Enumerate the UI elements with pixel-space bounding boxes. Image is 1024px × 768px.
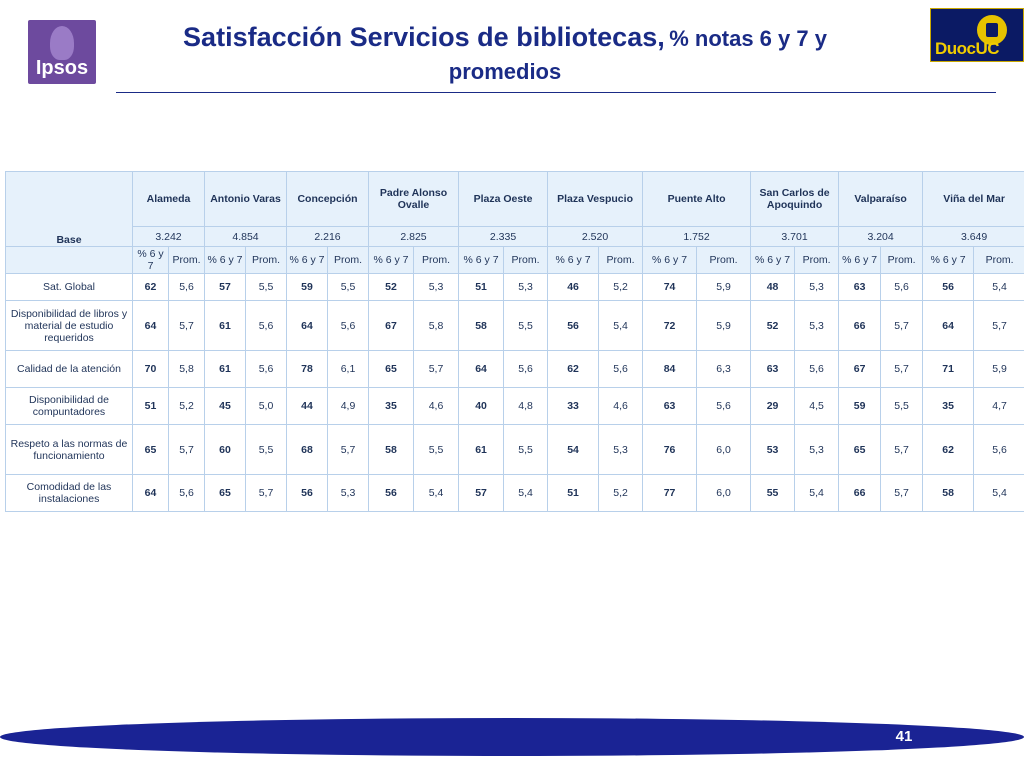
pct-cell: 51 xyxy=(548,475,599,512)
pct-cell: 64 xyxy=(133,301,169,351)
row-label: Disponibilidad de compuntadores xyxy=(6,388,133,425)
prom-cell: 5,2 xyxy=(599,475,643,512)
pct-cell: 64 xyxy=(287,301,328,351)
prom-subheader: Prom. xyxy=(169,247,205,274)
pct-cell: 71 xyxy=(923,351,974,388)
base-value: 3.204 xyxy=(839,227,923,247)
base-value: 1.752 xyxy=(643,227,751,247)
ipsos-logo xyxy=(28,20,96,84)
prom-cell: 5,4 xyxy=(414,475,459,512)
base-value: 3.701 xyxy=(751,227,839,247)
pct-cell: 48 xyxy=(751,274,795,301)
pct-subheader: % 6 y 7 xyxy=(133,247,169,274)
prom-cell: 5,7 xyxy=(974,301,1024,351)
campus-header: Viña del Mar xyxy=(923,172,1024,227)
pct-cell: 61 xyxy=(205,301,246,351)
prom-cell: 5,9 xyxy=(697,301,751,351)
prom-cell: 4,9 xyxy=(328,388,369,425)
prom-cell: 5,7 xyxy=(246,475,287,512)
pct-cell: 55 xyxy=(751,475,795,512)
subheader-row xyxy=(6,247,1024,274)
pct-cell: 66 xyxy=(839,475,881,512)
pct-cell: 54 xyxy=(548,425,599,475)
pct-cell: 53 xyxy=(751,425,795,475)
prom-cell: 5,5 xyxy=(246,274,287,301)
prom-cell: 5,7 xyxy=(881,425,923,475)
pct-cell: 58 xyxy=(923,475,974,512)
pct-cell: 84 xyxy=(643,351,697,388)
pct-subheader: % 6 y 7 xyxy=(751,247,795,274)
pct-subheader: % 6 y 7 xyxy=(923,247,974,274)
pct-cell: 29 xyxy=(751,388,795,425)
page-number: 41 xyxy=(895,728,913,745)
pct-cell: 62 xyxy=(133,274,169,301)
table-row xyxy=(6,388,1024,425)
pct-cell: 65 xyxy=(133,425,169,475)
pct-cell: 63 xyxy=(643,388,697,425)
pct-cell: 76 xyxy=(643,425,697,475)
row-label: Calidad de la atención xyxy=(6,351,133,388)
campus-header: Alameda xyxy=(133,172,205,227)
prom-cell: 5,6 xyxy=(599,351,643,388)
campus-header: Concepción xyxy=(287,172,369,227)
pct-cell: 59 xyxy=(287,274,328,301)
prom-cell: 5,5 xyxy=(504,425,548,475)
prom-cell: 5,7 xyxy=(328,425,369,475)
prom-subheader: Prom. xyxy=(246,247,287,274)
pct-subheader: % 6 y 7 xyxy=(643,247,697,274)
campus-header: Antonio Varas xyxy=(205,172,287,227)
pct-cell: 44 xyxy=(287,388,328,425)
prom-subheader: Prom. xyxy=(697,247,751,274)
prom-cell: 6,1 xyxy=(328,351,369,388)
table-row xyxy=(6,351,1024,388)
pct-cell: 35 xyxy=(369,388,414,425)
pct-subheader: % 6 y 7 xyxy=(839,247,881,274)
prom-subheader: Prom. xyxy=(328,247,369,274)
prom-subheader: Prom. xyxy=(881,247,923,274)
pct-cell: 74 xyxy=(643,274,697,301)
prom-cell: 5,2 xyxy=(599,274,643,301)
pct-cell: 62 xyxy=(923,425,974,475)
prom-cell: 5,3 xyxy=(414,274,459,301)
pct-cell: 56 xyxy=(548,301,599,351)
prom-subheader: Prom. xyxy=(599,247,643,274)
prom-cell: 5,5 xyxy=(881,388,923,425)
prom-cell: 5,7 xyxy=(169,425,205,475)
prom-cell: 5,4 xyxy=(504,475,548,512)
page-title xyxy=(130,22,880,90)
title-divider xyxy=(116,92,996,93)
pct-subheader: % 6 y 7 xyxy=(287,247,328,274)
pct-cell: 68 xyxy=(287,425,328,475)
base-value: 2.825 xyxy=(369,227,459,247)
pct-cell: 61 xyxy=(205,351,246,388)
pct-cell: 33 xyxy=(548,388,599,425)
ipsos-head-icon xyxy=(50,26,74,60)
pct-cell: 51 xyxy=(459,274,504,301)
pct-cell: 52 xyxy=(369,274,414,301)
prom-cell: 5,4 xyxy=(974,475,1024,512)
pct-cell: 46 xyxy=(548,274,599,301)
pct-subheader: % 6 y 7 xyxy=(459,247,504,274)
title-main: Satisfacción Servicios de bibliotecas, xyxy=(183,22,665,52)
prom-cell: 6,0 xyxy=(697,425,751,475)
footer-band xyxy=(0,718,1024,756)
duoc-logo-text: DuocUC xyxy=(935,39,1000,58)
prom-cell: 5,5 xyxy=(504,301,548,351)
prom-cell: 5,6 xyxy=(504,351,548,388)
pct-cell: 64 xyxy=(923,301,974,351)
campus-header: Padre Alonso Ovalle xyxy=(369,172,459,227)
prom-cell: 5,7 xyxy=(881,351,923,388)
prom-cell: 5,3 xyxy=(328,475,369,512)
pct-cell: 77 xyxy=(643,475,697,512)
pct-subheader: % 6 y 7 xyxy=(205,247,246,274)
campus-header: Valparaíso xyxy=(839,172,923,227)
base-value: 2.216 xyxy=(287,227,369,247)
row-label: Sat. Global xyxy=(6,274,133,301)
prom-cell: 5,5 xyxy=(328,274,369,301)
prom-cell: 5,6 xyxy=(974,425,1024,475)
campus-header: San Carlos de Apoquindo xyxy=(751,172,839,227)
pct-cell: 40 xyxy=(459,388,504,425)
duoc-logo xyxy=(930,8,1024,62)
pct-cell: 65 xyxy=(839,425,881,475)
pct-cell: 63 xyxy=(751,351,795,388)
prom-cell: 5,5 xyxy=(246,425,287,475)
pct-cell: 60 xyxy=(205,425,246,475)
prom-subheader: Prom. xyxy=(974,247,1024,274)
pct-cell: 70 xyxy=(133,351,169,388)
prom-cell: 5,9 xyxy=(974,351,1024,388)
pct-cell: 64 xyxy=(459,351,504,388)
prom-cell: 5,6 xyxy=(169,475,205,512)
prom-cell: 5,2 xyxy=(169,388,205,425)
pct-cell: 65 xyxy=(205,475,246,512)
prom-cell: 5,6 xyxy=(169,274,205,301)
pct-cell: 45 xyxy=(205,388,246,425)
prom-cell: 5,4 xyxy=(795,475,839,512)
prom-cell: 5,3 xyxy=(795,301,839,351)
prom-cell: 5,7 xyxy=(881,475,923,512)
pct-cell: 78 xyxy=(287,351,328,388)
base-label: Base xyxy=(6,172,133,247)
pct-cell: 58 xyxy=(459,301,504,351)
prom-cell: 4,6 xyxy=(599,388,643,425)
prom-cell: 5,6 xyxy=(697,388,751,425)
prom-cell: 5,7 xyxy=(881,301,923,351)
prom-cell: 5,6 xyxy=(246,351,287,388)
prom-cell: 5,6 xyxy=(246,301,287,351)
prom-cell: 5,3 xyxy=(795,425,839,475)
pct-cell: 56 xyxy=(287,475,328,512)
base-value: 2.335 xyxy=(459,227,548,247)
prom-subheader: Prom. xyxy=(504,247,548,274)
prom-cell: 6,3 xyxy=(697,351,751,388)
pct-cell: 56 xyxy=(923,274,974,301)
pct-cell: 67 xyxy=(369,301,414,351)
pct-cell: 63 xyxy=(839,274,881,301)
prom-cell: 6,0 xyxy=(697,475,751,512)
table-row xyxy=(6,274,1024,301)
row-label: Comodidad de las instalaciones xyxy=(6,475,133,512)
pct-cell: 66 xyxy=(839,301,881,351)
campus-header: Puente Alto xyxy=(643,172,751,227)
base-value: 2.520 xyxy=(548,227,643,247)
prom-cell: 5,6 xyxy=(795,351,839,388)
pct-subheader: % 6 y 7 xyxy=(548,247,599,274)
pct-cell: 67 xyxy=(839,351,881,388)
prom-cell: 5,4 xyxy=(974,274,1024,301)
prom-cell: 5,7 xyxy=(169,301,205,351)
pct-cell: 52 xyxy=(751,301,795,351)
table-row xyxy=(6,301,1024,351)
prom-cell: 5,3 xyxy=(795,274,839,301)
prom-subheader: Prom. xyxy=(414,247,459,274)
prom-cell: 5,8 xyxy=(414,301,459,351)
pct-cell: 64 xyxy=(133,475,169,512)
prom-cell: 4,8 xyxy=(504,388,548,425)
ipsos-logo-text: Ipsos xyxy=(35,57,89,79)
base-value: 4.854 xyxy=(205,227,287,247)
base-value: 3.242 xyxy=(133,227,205,247)
pct-subheader: % 6 y 7 xyxy=(369,247,414,274)
pct-cell: 62 xyxy=(548,351,599,388)
base-value: 3.649 xyxy=(923,227,1024,247)
prom-cell: 5,8 xyxy=(169,351,205,388)
pct-cell: 51 xyxy=(133,388,169,425)
prom-subheader: Prom. xyxy=(795,247,839,274)
pct-cell: 56 xyxy=(369,475,414,512)
campus-header: Plaza Oeste xyxy=(459,172,548,227)
pct-cell: 57 xyxy=(205,274,246,301)
title-sub: % notas 6 y 7 y promedios xyxy=(448,26,827,84)
pct-cell: 59 xyxy=(839,388,881,425)
table-row xyxy=(6,425,1024,475)
prom-cell: 5,9 xyxy=(697,274,751,301)
pct-cell: 58 xyxy=(369,425,414,475)
subheader-empty xyxy=(6,247,133,274)
prom-cell: 4,7 xyxy=(974,388,1024,425)
prom-cell: 5,0 xyxy=(246,388,287,425)
pct-cell: 65 xyxy=(369,351,414,388)
prom-cell: 4,5 xyxy=(795,388,839,425)
prom-cell: 5,6 xyxy=(328,301,369,351)
pct-cell: 72 xyxy=(643,301,697,351)
prom-cell: 5,7 xyxy=(414,351,459,388)
prom-cell: 5,6 xyxy=(881,274,923,301)
pct-cell: 57 xyxy=(459,475,504,512)
prom-cell: 5,4 xyxy=(599,301,643,351)
prom-cell: 5,5 xyxy=(414,425,459,475)
prom-cell: 5,3 xyxy=(599,425,643,475)
pct-cell: 61 xyxy=(459,425,504,475)
pct-cell: 35 xyxy=(923,388,974,425)
satisfaction-table xyxy=(5,171,1024,512)
prom-cell: 5,3 xyxy=(504,274,548,301)
table-row xyxy=(6,475,1024,512)
prom-cell: 4,6 xyxy=(414,388,459,425)
row-label: Respeto a las normas de funcionamiento xyxy=(6,425,133,475)
campus-header: Plaza Vespucio xyxy=(548,172,643,227)
row-label: Disponibilidad de libros y material de estudio requeridos xyxy=(6,301,133,351)
